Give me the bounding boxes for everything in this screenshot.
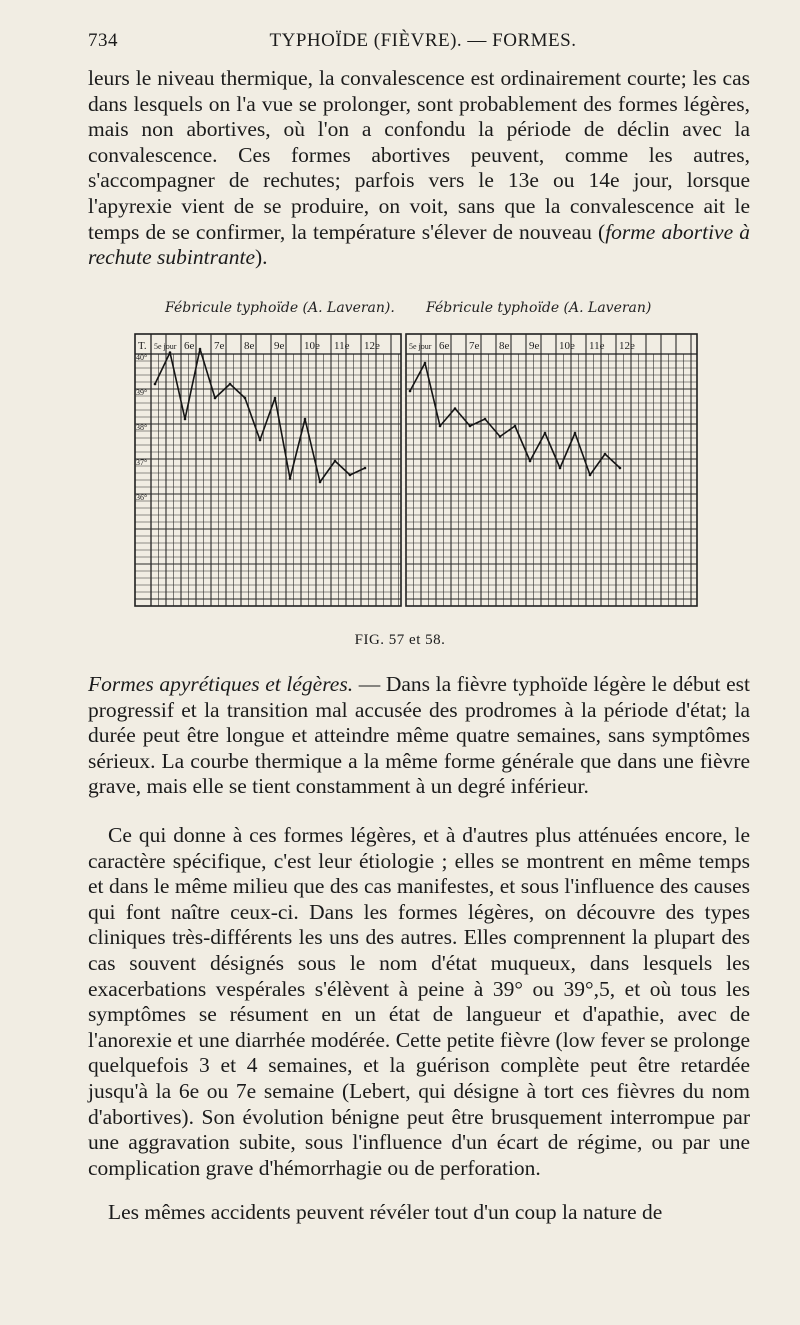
temperature-labels (136, 353, 147, 502)
temperature-point (544, 432, 547, 435)
paragraph-text: leurs le niveau thermique, la convalescence est ordinairement courte; les cas dans lesquels on l'a vue se prolonger, sont probablement des formes légères, mais non abortives, où l'on a confondu la période de déclin avec la convalescence. Ces formes abortives peuvent, comme les autres, s'accompagner de rechutes; parfois vers le 13e ou 14e jour, lorsque l'apyrexie vient de se produire, on voit, sans que la convalescence ait le temps de se confirmer, la température s'élever de nouveau ( (88, 66, 750, 244)
temperature-point (589, 474, 592, 477)
temperature-charts-svg (130, 286, 705, 611)
temperature-point (484, 418, 487, 421)
day-header-label: 8e (499, 340, 510, 352)
temp-scale-label: 36° (136, 493, 148, 502)
temp-scale-label: 39° (136, 388, 148, 397)
temperature-point (514, 425, 517, 428)
page-number: 734 (88, 30, 118, 51)
paragraph-abortive-forms (88, 66, 750, 271)
day-headers (138, 340, 635, 352)
temperature-point (559, 467, 562, 470)
temperature-point (154, 383, 157, 386)
day-header-label: 7e (214, 340, 225, 352)
temperature-point (619, 467, 622, 470)
left-chart-title: Fébricule typhoïde (A. Laveran). (165, 300, 395, 316)
temperature-point (289, 477, 292, 480)
temp-column-label: T. (138, 340, 147, 352)
temperature-point (229, 383, 232, 386)
paragraph-end: ). (255, 245, 268, 270)
paragraph-mild-forms (88, 672, 750, 800)
temp-scale-label: 40° (136, 353, 148, 362)
left-temperature-curve (155, 349, 365, 482)
figure-caption: FIG. 57 et 58. (354, 632, 446, 648)
temperature-point (259, 439, 262, 442)
day-header-label: 11e (589, 340, 605, 352)
temperature-point (364, 467, 367, 470)
temperature-point (334, 460, 337, 463)
day-header-label: 10e (304, 340, 320, 352)
temperature-point (319, 481, 322, 484)
temp-scale-label: 37° (136, 458, 148, 467)
temperature-point (199, 348, 202, 351)
temperature-point (274, 397, 277, 400)
paragraph-accidents: Les mêmes accidents peuvent révéler tout d'un coup la nature de (108, 1200, 663, 1224)
paragraph-text: — Dans la fièvre typhoïde légère le début est progressif et la transition mal accusée des prodromes à la période d'état; la durée peut être longue et atteindre même quatre semaines, sans symptômes sérieux. La courbe thermique a la même forme générale que dans une fièvre grave, mais elle se tient constamment à un degré inférieur. (88, 672, 750, 799)
temperature-point (499, 435, 502, 438)
day-header-label: 10e (559, 340, 575, 352)
temperature-point (349, 474, 352, 477)
temperature-point (424, 362, 427, 365)
temperature-point (574, 432, 577, 435)
chart-grids (135, 334, 697, 606)
right-chart-title: Fébricule typhoïde (A. Laveran) (426, 300, 652, 316)
section-heading-italic: Formes apyrétiques et légères. (88, 672, 354, 696)
paragraph-etiology: Ce qui donne à ces formes légères, et à d'autres plus atténuées encore, le caractère spécifique, c'est leur étiologie ; elles se montrent en même temps et dans le même milieu que des cas manifestes, et sous l'influence des causes qui font naître ceux-ci. Dans les formes légères, on découvre des types cliniques très-différents les uns des autres. Elles comprennent la plupart des cas souvent désignés sous le nom d'état muqueux, dans lesquels les exacerbations vespérales s'élèvent à peine à 39° ou 39°,5, et où tous les symptômes se résument en un état de langueur et d'apathie, avec de l'anorexie et une diarrhée modérée. Cette petite fièvre (low fever se prolonge quelquefois 3 et 4 semaines, et la guérison complète peut être retardée jusqu'à la 6e ou 7e semaine (Lebert, qui désigne à tort ces fièvres du nom d'abortives). Son évolution bénigne peut être brusquement interrompue par une aggravation subite, sous l'influence d'un écart de régime, ou par une complication grave d'hémorrhagie ou de perforation. (88, 823, 750, 1180)
temperature-point (409, 390, 412, 393)
day-header-label: 9e (529, 340, 540, 352)
day-header-label: 11e (334, 340, 350, 352)
italic-phrase: forme abortive à rechute subintrante (88, 219, 750, 270)
day-header-label: 12e (619, 340, 635, 352)
running-title: TYPHOÏDE (FIÈVRE). — FORMES. (269, 30, 577, 51)
temperature-point (439, 425, 442, 428)
right-chart-grid (406, 334, 697, 606)
temp-scale-label: 38° (136, 423, 148, 432)
temperature-point (469, 425, 472, 428)
day-header-label: 9e (274, 340, 285, 352)
day-header-label: 8e (244, 340, 255, 352)
running-header (88, 30, 758, 60)
temperature-point (454, 407, 457, 410)
temperature-point (604, 453, 607, 456)
day-header-label: 5e jour (409, 342, 432, 351)
day-header-label: 12e (364, 340, 380, 352)
day-header-label: 5e jour (154, 342, 177, 351)
day-header-label: 6e (439, 340, 450, 352)
temperature-point (214, 397, 217, 400)
day-header-label: 6e (184, 340, 195, 352)
temperature-point (169, 351, 172, 354)
temperature-point (304, 418, 307, 421)
right-temperature-curve (410, 363, 620, 475)
day-header-label: 7e (469, 340, 480, 352)
temperature-charts-figure (130, 286, 705, 611)
temperature-point (529, 460, 532, 463)
temperature-point (184, 418, 187, 421)
temperature-point (244, 397, 247, 400)
